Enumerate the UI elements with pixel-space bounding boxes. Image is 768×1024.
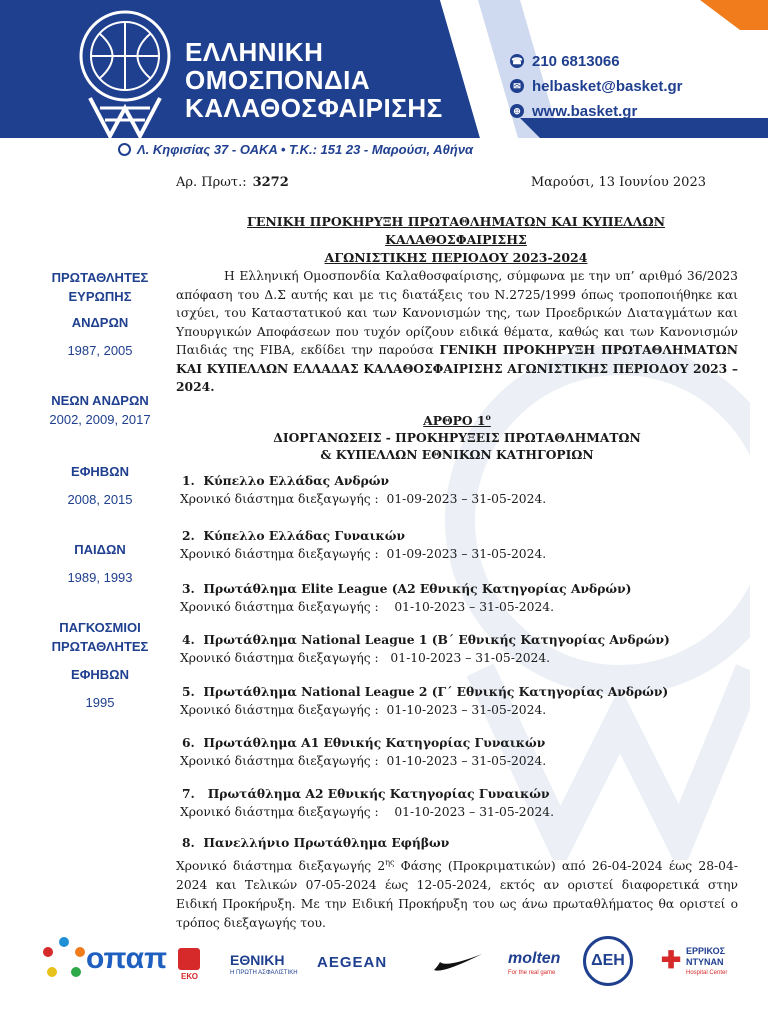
item-period: 01-10-2023 – 31-05-2024.	[390, 651, 551, 665]
opap-logo: οπαπ	[86, 942, 168, 975]
sidebar-years: 1989, 1993	[67, 570, 133, 585]
website-link[interactable]: www.basket.gr	[532, 102, 638, 120]
document-title	[176, 213, 736, 267]
molten-logo: molten	[508, 950, 561, 967]
list-item	[180, 580, 631, 616]
item-title: Πρωτάθλημα Α1 Εθνικής Κατηγορίας Γυναικών	[203, 735, 546, 750]
sidebar-years: 2008, 2015	[67, 492, 133, 507]
item-period: 01-09-2023 – 31-05-2024.	[386, 547, 547, 561]
item8-description	[176, 853, 738, 933]
sidebar-years: 1987, 2005	[67, 343, 133, 358]
item-period: 01-10-2023 – 31-05-2024.	[386, 703, 547, 717]
item-title: Κύπελλο Ελλάδας Ανδρών	[203, 473, 390, 488]
email-row[interactable]	[510, 75, 683, 97]
org-name-line1: ΕΛΛΗΝΙΚΗ	[185, 37, 324, 67]
article-subtitle-2: & ΚΥΠΕΛΛΩΝ ΕΘΝΙΚΩΝ ΚΑΤΗΓΟΡΙΩΝ	[320, 447, 594, 463]
item-title: Πρωτάθλημα National League 1 (Β΄ Εθνικής Κατηγορίας Ανδρών)	[203, 632, 670, 647]
list-item	[180, 834, 449, 852]
address-line	[118, 142, 473, 157]
phone-number: 210 6813066	[532, 52, 620, 70]
eko-label: ΕΚΟ	[181, 972, 198, 981]
item8-text-sup: ης	[385, 858, 395, 867]
location-icon	[118, 143, 131, 156]
letterhead	[0, 0, 768, 138]
item-period-label: Χρονικό διάστημα διεξαγωγής :	[180, 651, 379, 665]
globe-icon: ⊕	[510, 104, 524, 118]
item-number: 5.	[182, 684, 195, 699]
sidebar-heading: ΝΕΩΝ ΑΝΔΡΩΝ	[51, 393, 149, 408]
organization-name	[185, 38, 443, 122]
opap-star-icon	[40, 934, 88, 984]
errikos-tagline: Hospital Center	[686, 970, 728, 976]
phone-row	[510, 50, 683, 72]
molten-tagline: For the real game	[508, 970, 556, 976]
intro-paragraph	[176, 267, 738, 397]
item-title: Πανελλήνιο Πρωτάθλημα Εφήβων	[203, 835, 450, 850]
item8-text-b: Φάσης (Προκριματικών) από 26-04-2024 έως 28-04-2024 και Τελικών 07-05-2024 έως 12-05-2024, εκτός αν οριστεί διαφορετικά στην Ειδική Προκήρυξη. Με την Ειδική Προκήρυξη του ως άνω πρωταθλήματος θα οριστεί ο τρόπος διεξαγωγής του.	[176, 859, 738, 931]
list-item	[180, 734, 546, 770]
sidebar-heading: ΑΝΔΡΩΝ	[71, 315, 129, 330]
item-number: 6.	[182, 735, 195, 750]
item-title: Πρωτάθλημα National League 2 (Γ΄ Εθνικής Κατηγορίας Ανδρών)	[203, 684, 669, 699]
honors-sidebar	[30, 268, 170, 712]
list-item	[180, 472, 546, 508]
item-number: 3.	[182, 581, 195, 596]
ethniki-tagline: Η ΠΡΩΤΗ ΑΣΦΑΛΙΣΤΙΚΗ	[230, 970, 298, 976]
sidebar-years: 2002, 2009, 2017	[49, 412, 151, 427]
item-title: Πρωτάθλημα Α2 Εθνικής Κατηγορίας Γυναικών	[207, 786, 550, 801]
item-number: 4.	[182, 632, 195, 647]
address-text: Λ. Κηφισίας 37 - ΟΑΚΑ • Τ.Κ.: 151 23 - Μαρούσι, Αθήνα	[137, 142, 474, 157]
item-number: 1.	[182, 473, 195, 488]
item-period-label: Χρονικό διάστημα διεξαγωγής :	[180, 600, 379, 614]
article-heading	[176, 409, 738, 463]
item-period-label: Χρονικό διάστημα διεξαγωγής :	[180, 703, 379, 717]
deh-logo	[583, 936, 633, 986]
sidebar-heading: ΕΥΡΩΠΗΣ	[68, 289, 132, 304]
title-line1: ΓΕΝΙΚΗ ΠΡΟΚΗΡΥΞΗ ΠΡΩΤΑΘΛΗΜΑΤΩΝ ΚΑΙ ΚΥΠΕΛΛΩΝ ΚΑΛΑΘΟΣΦΑΙΡΙΣΗΣ	[246, 214, 666, 247]
email-icon: ✉	[510, 79, 524, 93]
sidebar-heading: ΕΦΗΒΩΝ	[71, 464, 129, 479]
item-number: 7.	[182, 786, 195, 801]
phone-icon: ☎	[510, 54, 524, 68]
protocol-label: Αρ. Πρωτ.:	[176, 175, 247, 190]
item-period-label: Χρονικό διάστημα διεξαγωγής :	[180, 754, 379, 768]
red-cross-icon: ✚	[660, 947, 682, 974]
item-period-label: Χρονικό διάστημα διεξαγωγής :	[180, 492, 379, 506]
intro-text: Η Ελληνική Ομοσπονδία Καλαθοσφαίρισης, σύμφωνα με την υπ’ αριθμό 36/2023 απόφαση του Δ.Σ αυτής και με τις διατάξεις του Ν.2725/1999 όπως τροποποιήθηκε και ισχύει, του Καταστατικού και των Κανονισμών της, των Προεδρικών Διαταγμάτων και Υπουργικών Αποφάσεων που τυχόν ορίζουν ειδικά θέματα, καθώς και των Κανονισμών Παιδιάς της FIBA, εκδίδει την παρούσα	[176, 269, 738, 357]
item-period-label: Χρονικό διάστημα διεξαγωγής :	[180, 805, 379, 819]
errikos-line1: ΕΡΡΙΚΟΣ	[686, 946, 725, 956]
errikos-line2: ΝΤΥΝΑΝ	[686, 957, 724, 967]
item-title: Πρωτάθλημα Elite League (Α2 Εθνικής Κατηγορίας Ανδρών)	[203, 581, 632, 596]
ethniki-logo: ΕΘΝΙΚΗ	[230, 952, 285, 968]
list-item	[180, 527, 546, 563]
aegean-logo: AEGEAN	[317, 954, 388, 971]
item-number: 2.	[182, 528, 195, 543]
errikos-logo	[686, 946, 727, 979]
protocol-number	[176, 175, 289, 190]
item-title: Κύπελλο Ελλάδας Γυναικών	[203, 528, 406, 543]
article-title-sup: ο	[485, 412, 491, 422]
article-title	[176, 409, 738, 429]
nike-swoosh-icon	[432, 950, 484, 974]
item-period: 01-10-2023 – 31-05-2024.	[394, 805, 555, 819]
item-number: 8.	[182, 835, 195, 850]
protocol-value: 3272	[252, 175, 289, 190]
document-date: Μαρούσι, 13 Ιουνίου 2023	[530, 175, 706, 190]
deh-label: ΔΕΗ	[591, 952, 625, 969]
item8-text-a: Χρονικό διάστημα διεξαγωγής 2	[176, 859, 386, 874]
web-row[interactable]	[510, 100, 683, 122]
list-item	[180, 631, 670, 667]
intro-bold-text: ΓΕΝΙΚΗ ΠΡΟΚΗΡΥΞΗ ΠΡΩΤΑΘΛΗΜΑΤΩΝ ΚΑΙ ΚΥΠΕΛΛΩΝ ΕΛΛΑΔΑΣ ΚΑΛΑΘΟΣΦΑΙΡΙΣΗΣ ΑΓΩΝΙΣΤΙΚΗΣ ΠΕΡΙΟΔΟΥ 2023 – 2024.	[176, 342, 738, 394]
sidebar-heading: ΠΡΩΤΑΘΛΗΤΕΣ	[51, 270, 149, 285]
sponsors-bar	[0, 930, 768, 1010]
item-period: 01-09-2023 – 31-05-2024.	[386, 492, 547, 506]
sidebar-heading: ΠΑΓΚΟΣΜΙΟΙ	[59, 620, 141, 635]
org-name-line2: ΟΜΟΣΠΟΝΔΙΑ	[185, 65, 371, 95]
sidebar-years: 1995	[85, 695, 115, 710]
sidebar-heading: ΕΦΗΒΩΝ	[71, 667, 129, 682]
sidebar-heading: ΠΡΩΤΑΘΛΗΤΕΣ	[51, 639, 149, 654]
list-item	[180, 785, 554, 821]
org-name-line3: ΚΑΛΑΘΟΣΦΑΙΡΙΣΗΣ	[185, 93, 443, 123]
item-period: 01-10-2023 – 31-05-2024.	[394, 600, 555, 614]
article-title-text: ΑΡΘΡΟ 1	[423, 413, 486, 429]
list-item	[180, 683, 668, 719]
item-period: 01-10-2023 – 31-05-2024.	[386, 754, 547, 768]
sidebar-heading: ΠΑΙΔΩΝ	[74, 542, 126, 557]
article-subtitle-1: ΔΙΟΡΓΑΝΩΣΕΙΣ - ΠΡΟΚΗΡΥΞΕΙΣ ΠΡΩΤΑΘΛΗΜΑΤΩΝ	[273, 430, 641, 446]
contact-block	[510, 50, 683, 125]
item-period-label: Χρονικό διάστημα διεξαγωγής :	[180, 547, 379, 561]
title-line2: ΑΓΩΝΙΣΤΙΚΗΣ ΠΕΡΙΟΔΟΥ 2023-2024	[324, 250, 588, 265]
email-address[interactable]: helbasket@basket.gr	[532, 77, 683, 95]
eko-logo-icon	[178, 948, 200, 970]
